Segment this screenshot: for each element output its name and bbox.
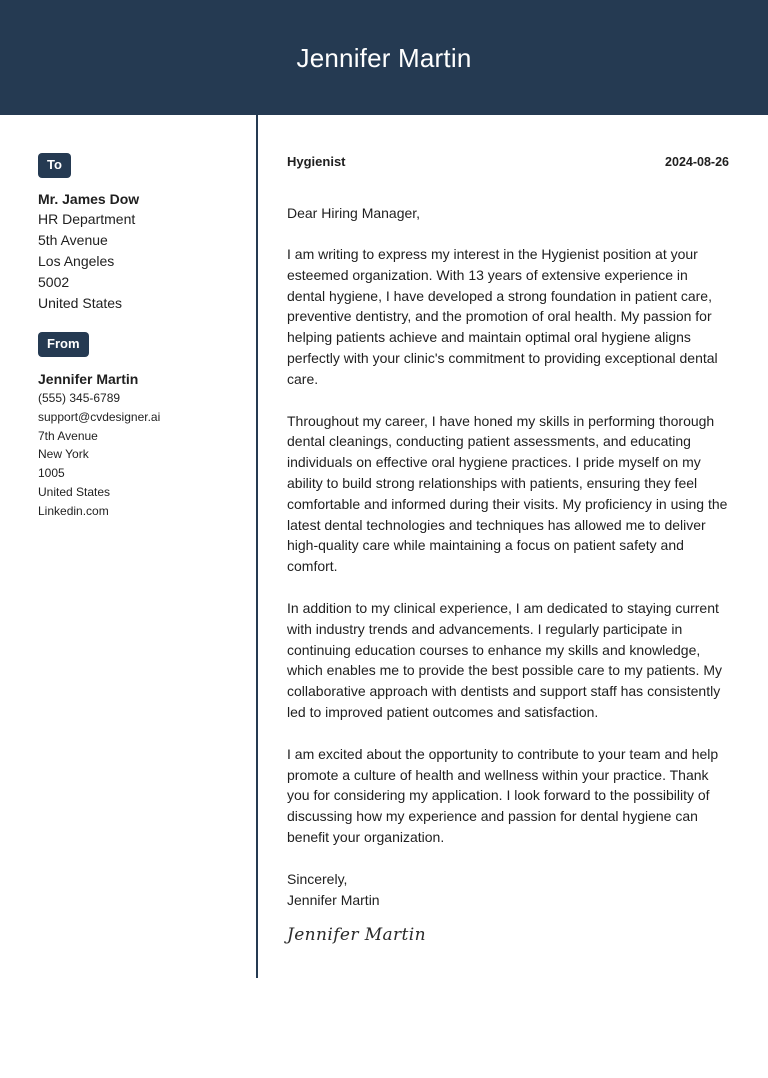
paragraph: Throughout my career, I have honed my skills in performing thorough dental cleanings, conducting patient assessments, and educating individuals on effective oral hygiene practices. I pride myself on my ability to build strong relationships with patients, ensuring they feel comfortable and informed during their visits. My proficiency in using the latest dental technologies and techniques has allowed me to deliver high-quality care while maintaining a focus on patient safety and comfort.: [287, 412, 728, 575]
handwritten-signature: Jennifer Martin: [287, 924, 426, 945]
sender-name: Jennifer Martin: [38, 371, 139, 387]
sender-street: 7th Avenue: [38, 428, 98, 443]
closing-name: Jennifer Martin: [287, 891, 380, 908]
column-divider: [256, 115, 258, 978]
sidebar: [38, 153, 243, 521]
salutation: Dear Hiring Manager,: [287, 205, 421, 221]
sender-phone: (555) 345-6789: [38, 391, 121, 405]
to-badge: To: [38, 153, 71, 178]
paragraph: In addition to my clinical experience, I am dedicated to staying current with industry trends and advancements. I regularly participate in continuing education courses to enhance my skills and knowledge, which enables me to provide the best possible care to my patients. My collaborative approach with dentists and support staff has consistently led to improved patient outcomes and satisfaction.: [287, 599, 722, 720]
paragraph: I am excited about the opportunity to contribute to your team and help promote a culture of health and wellness within your practice. Thank you for considering my application. I look forward to the possibility of discussing how my experience and passion for dental hygiene can benefit your organization.: [287, 745, 719, 845]
recipient-line: 5th Avenue: [38, 232, 108, 248]
sender-city: New York: [38, 447, 89, 462]
sender-linkedin: Linkedin.com: [38, 503, 109, 518]
letter-date: 2024-08-26: [665, 155, 729, 169]
closing-phrase: Sincerely,: [287, 870, 348, 887]
recipient-line: United States: [38, 295, 123, 311]
sender-email: support@cvdesigner.ai: [38, 409, 161, 424]
recipient-name: Mr. James Dow: [38, 191, 140, 207]
letter-body: [287, 152, 729, 945]
recipient-line: Los Angeles: [38, 253, 115, 269]
letter-topline: [287, 152, 729, 172]
applicant-name: Jennifer Martin: [296, 43, 472, 73]
sender-country: United States: [38, 484, 111, 499]
from-badge: From: [38, 332, 89, 357]
sender-zip: 1005: [38, 466, 65, 481]
recipient-line: 5002: [38, 274, 70, 290]
position-title: Hygienist: [287, 154, 346, 169]
paragraph: I am writing to express my interest in the Hygienist position at your esteemed organization. With 13 years of extensive experience in dental hygiene, I have developed a strong foundation in patient care, preventive dentistry, and the promotion of oral health. My passion for helping patients achieve and maintain optimal oral hygiene aligns perfectly with your clinic's commitment to providing exceptional dental care.: [287, 246, 718, 387]
closing: [287, 869, 729, 911]
recipient-line: HR Department: [38, 211, 136, 227]
header-banner: [0, 0, 768, 115]
